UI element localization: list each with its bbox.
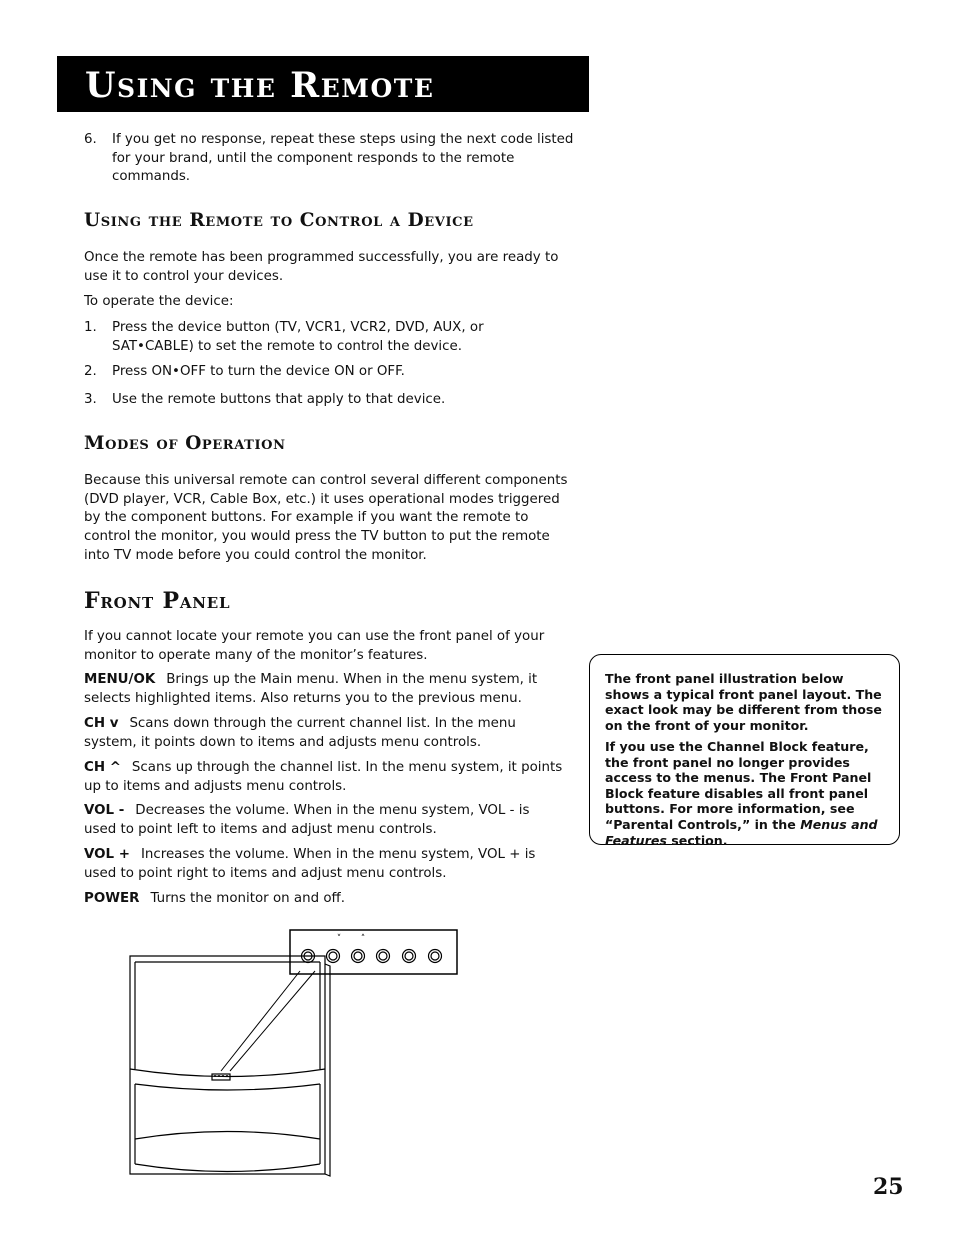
- step-text: Press ON•OFF to turn the device ON or OFF.: [112, 364, 405, 379]
- arrow-down-icon: ˅: [336, 934, 342, 944]
- step-number: 1.: [84, 320, 97, 335]
- button-text: Scans up through the channel list. In the menu system, it points up to items and adjusts menu controls.: [84, 760, 563, 794]
- step-text: Press the device button (TV, VCR1, VCR2, DVD, AUX, or SAT•CABLE) to set the remote to control the device.: [112, 320, 484, 354]
- header-banner: [57, 56, 589, 112]
- step-text: Use the remote buttons that apply to that device.: [112, 392, 446, 407]
- button-term: POWER: [84, 891, 140, 906]
- button-description: [84, 759, 564, 796]
- note-text: If you use the Channel Block feature, the front panel no longer provides access to the menus. The Front Panel Block feature disables all front panel buttons. For more information, see “Parental Controls,” in the: [605, 739, 872, 832]
- monitor-outline: [130, 956, 325, 1174]
- control-lead: To operate the device:: [84, 294, 234, 309]
- front-panel-illustration: [115, 924, 465, 1180]
- modes-text: Because this universal remote can control several different components (DVD player, VCR, Cable Box, etc.) it uses operational modes triggered by the component buttons. For example if you want the remote to control the monitor, you would press the TV button to put the remote into TV mode before you could control the monitor.: [84, 473, 568, 563]
- button-description: [84, 671, 564, 708]
- button-description: [84, 890, 564, 909]
- button-description: [84, 846, 564, 883]
- button-term: CH v: [84, 716, 119, 731]
- button-text: Increases the volume. When in the menu system, VOL + is used to point right to items and adjust menu controls.: [84, 847, 536, 881]
- button-term: CH ^: [84, 760, 121, 775]
- note-paragraph: The front panel illustration below shows a typical front panel layout. The exact look may be different from those on the front of your monitor.: [605, 671, 882, 733]
- note-paragraph: [605, 739, 890, 848]
- step-number: 3.: [84, 392, 97, 407]
- step-text: If you get no response, repeat these steps using the next code listed for your brand, until the component responds to the remote commands.: [112, 132, 574, 185]
- button-text: Scans down through the current channel list. In the menu system, it points down to items and adjusts menu controls.: [84, 716, 516, 750]
- step-number: 2.: [84, 364, 97, 379]
- note-italic-text: Menus and Features: [605, 816, 878, 848]
- button-term: VOL +: [84, 847, 130, 862]
- section-heading-control: Using the Remote to Control a Device: [84, 210, 474, 231]
- step-number: 6.: [84, 132, 97, 147]
- button-text: Decreases the volume. When in the menu system, VOL - is used to point left to items and adjust menu controls.: [84, 803, 530, 837]
- button-term: VOL -: [84, 803, 125, 818]
- front-panel-callout: [290, 930, 457, 974]
- page-title: Using the Remote: [85, 65, 435, 106]
- button-description: [84, 802, 564, 839]
- note-text: section.: [666, 832, 728, 848]
- front-panel-intro: If you cannot locate your remote you can use the front panel of your monitor to operate many of the monitor’s features.: [84, 629, 545, 663]
- button-text: Brings up the Main menu. When in the menu system, it selects highlighted items. Also returns you to the previous menu.: [84, 672, 538, 706]
- control-intro: Once the remote has been programmed successfully, you are ready to use it to control your devices.: [84, 250, 559, 284]
- page-number: 25: [873, 1174, 904, 1200]
- note-box: [589, 654, 900, 848]
- button-description: [84, 715, 564, 752]
- arrow-up-icon: ˄: [360, 934, 366, 944]
- section-heading-front-panel: Front Panel: [84, 588, 231, 614]
- button-term: MENU/OK: [84, 672, 156, 687]
- button-text: Turns the monitor on and off.: [150, 891, 345, 906]
- section-heading-modes: Modes of Operation: [84, 433, 286, 454]
